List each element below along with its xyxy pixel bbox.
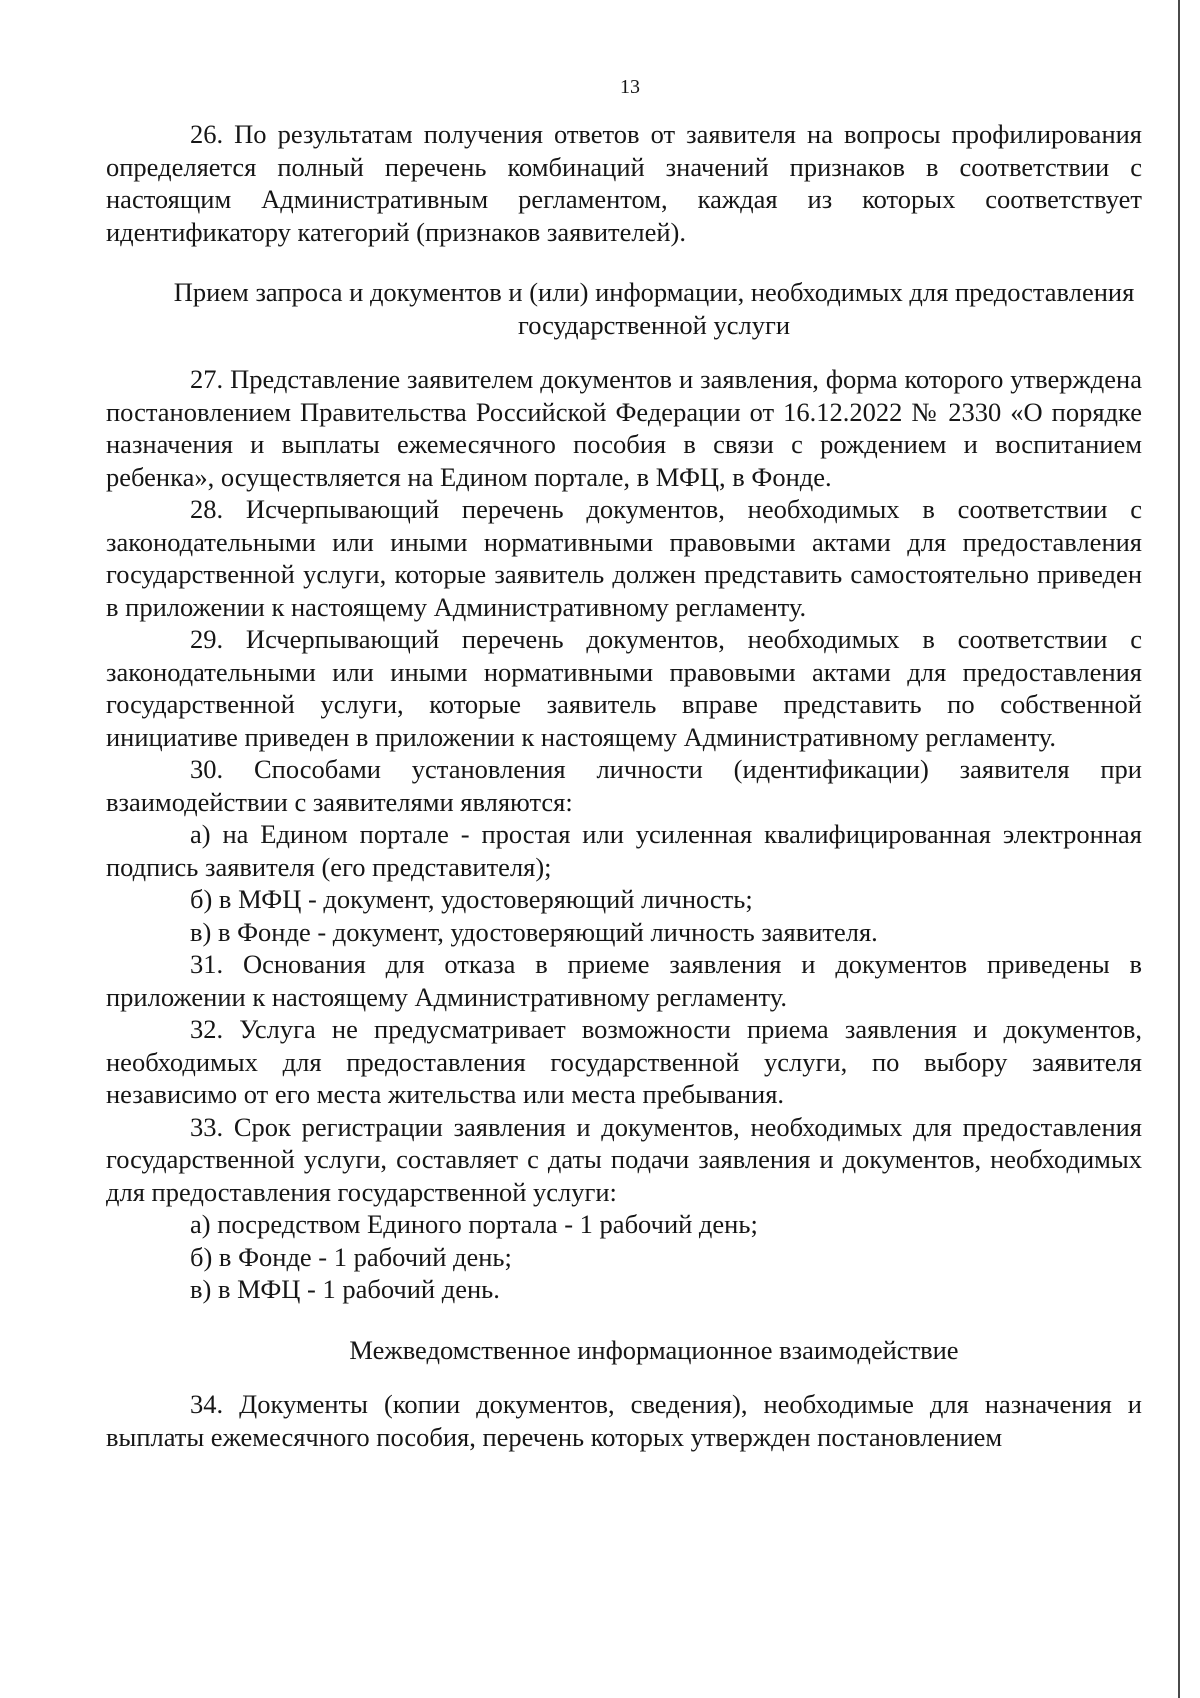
page-number: 13	[620, 76, 640, 98]
scan-edge-line	[1178, 0, 1180, 1698]
document-body	[106, 118, 1142, 1453]
list-item-33b: б) в Фонде - 1 рабочий день;	[190, 1241, 512, 1272]
paragraph-34: 34. Документы (копии документов, сведения), необходимые для назначения и выплаты ежемесячного пособия, перечень которых утвержден постановлением	[106, 1389, 1142, 1452]
paragraph-30: 30. Способами установления личности (идентификации) заявителя при взаимодействии с заявителями являются:	[106, 754, 1142, 817]
paragraph-27: 27. Представление заявителем документов и заявления, форма которого утверждена постановлением Правительства Российской Федерации от 16.12.2022 № 2330 «О порядке назначения и выплаты ежемесячного пособия в связи с рождением и воспитанием ребенка», осуществляется на Едином портале, в МФЦ, в Фонде.	[106, 364, 1142, 492]
section-heading-interagency: Межведомственное информационное взаимодействие	[349, 1334, 959, 1365]
paragraph-31: 31. Основания для отказа в приеме заявления и документов приведены в приложении к настоящему Административному регламенту.	[106, 949, 1142, 1012]
paragraph-28: 28. Исчерпывающий перечень документов, необходимых в соответствии с законодательными или иными нормативными правовыми актами для предоставления государственной услуги, которые заявитель должен представить самостоятельно приведен в приложении к настоящему Административному регламенту.	[106, 494, 1142, 622]
paragraph-29: 29. Исчерпывающий перечень документов, необходимых в соответствии с законодательными или иными нормативными правовыми актами для предоставления государственной услуги, которые заявитель вправе представить по собственной инициативе приведен в приложении к настоящему Административному регламенту.	[106, 624, 1142, 752]
list-item-30b: б) в МФЦ - документ, удостоверяющий личность;	[190, 884, 753, 914]
paragraph-32: 32. Услуга не предусматривает возможности приема заявления и документов, необходимых для предоставления государственной услуги, по выбору заявителя независимо от его места жительства или места пребывания.	[106, 1014, 1142, 1109]
paragraph-26: 26. По результатам получения ответов от заявителя на вопросы профилирования определяется полный перечень комбинаций значений признаков в соответствии с настоящим Административным регламентом, каждая из которых соответствует идентификатору категорий (признаков заявителей).	[106, 119, 1142, 247]
list-item-33a: а) посредством Единого портала - 1 рабочий день;	[190, 1209, 758, 1239]
paragraph-33: 33. Срок регистрации заявления и документов, необходимых для предоставления государственной услуги, составляет с даты подачи заявления и документов, необходимых для предоставления государственной услуги:	[106, 1111, 1142, 1207]
list-item-33c: в) в МФЦ - 1 рабочий день.	[190, 1274, 500, 1304]
list-item-30a: а) на Едином портале - простая или усиленная квалифицированная электронная подпись заявителя (его представителя);	[106, 819, 1142, 882]
section-heading-reception: Прием запроса и документов и (или) информации, необходимых для предоставления государственной услуги	[173, 277, 1135, 340]
list-item-30c: в) в Фонде - документ, удостоверяющий личность заявителя.	[190, 916, 878, 947]
